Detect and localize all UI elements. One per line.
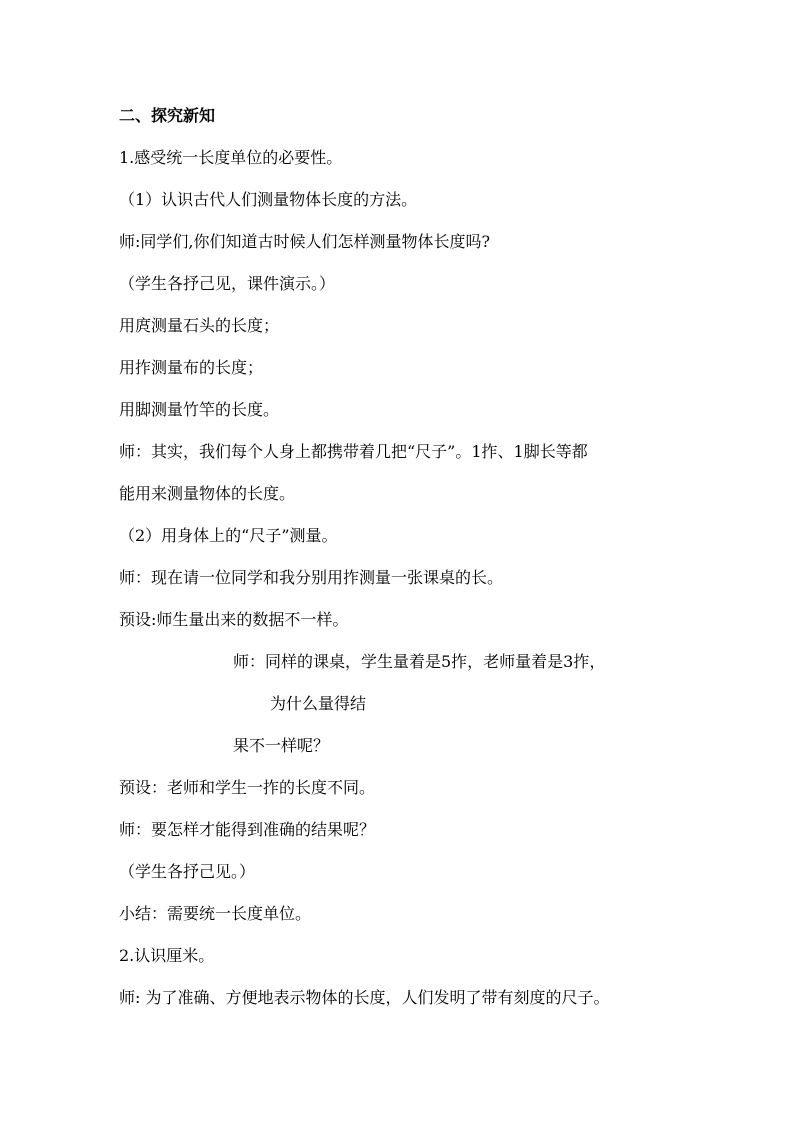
teacher-question-2-line-3: 果不一样呢？ (233, 736, 330, 755)
method-1: 用庹测量石头的长度； (119, 316, 280, 335)
subsection-1-title: （1）认识古代人们测量物体长度的方法。 (119, 190, 418, 209)
student-note-2: （学生各抒己见。） (119, 862, 256, 881)
preset-2: 预设：老师和学生一拃的长度不同。 (119, 778, 376, 797)
section-2-title: 2.认识厘米。 (119, 946, 215, 965)
student-note-1: （学生各抒己见，课件演示。） (119, 274, 336, 293)
teacher-paragraph-2: 师：现在请一位同学和我分别用拃测量一张课桌的长。 (119, 568, 504, 587)
section-1-title: 1.感受统一长度单位的必要性。 (119, 148, 343, 167)
summary: 小结：需要统一长度单位。 (119, 904, 312, 923)
teacher-question-1: 师:同学们,你们知道古时候人们怎样测量物体长度吗? (119, 232, 491, 251)
teacher-paragraph-1-line-2: 能用来测量物体的长度。 (119, 484, 296, 503)
teacher-paragraph-3: 师: 为了准确、方便地表示物体的长度，人们发明了带有刻度的尺子。 (119, 988, 610, 1007)
teacher-question-2-line-2: 为什么量得结 (270, 694, 367, 713)
preset-1: 预设:师生量出来的数据不一样。 (119, 610, 349, 629)
teacher-question-2-line-1: 师：同样的课桌，学生量着是5拃，老师量着是3拃， (233, 652, 606, 671)
teacher-paragraph-1-line-1: 师：其实，我们每个人身上都携带着几把“尺子”。1拃、1脚长等都 (119, 442, 588, 461)
teacher-question-3: 师：要怎样才能得到准确的结果呢？ (119, 820, 376, 839)
subsection-2-title: （2）用身体上的“尺子”测量。 (119, 526, 338, 545)
method-3: 用脚测量竹竿的长度。 (119, 400, 280, 419)
method-2: 用拃测量布的长度； (119, 358, 264, 377)
section-heading: 二、探究新知 (119, 106, 216, 125)
